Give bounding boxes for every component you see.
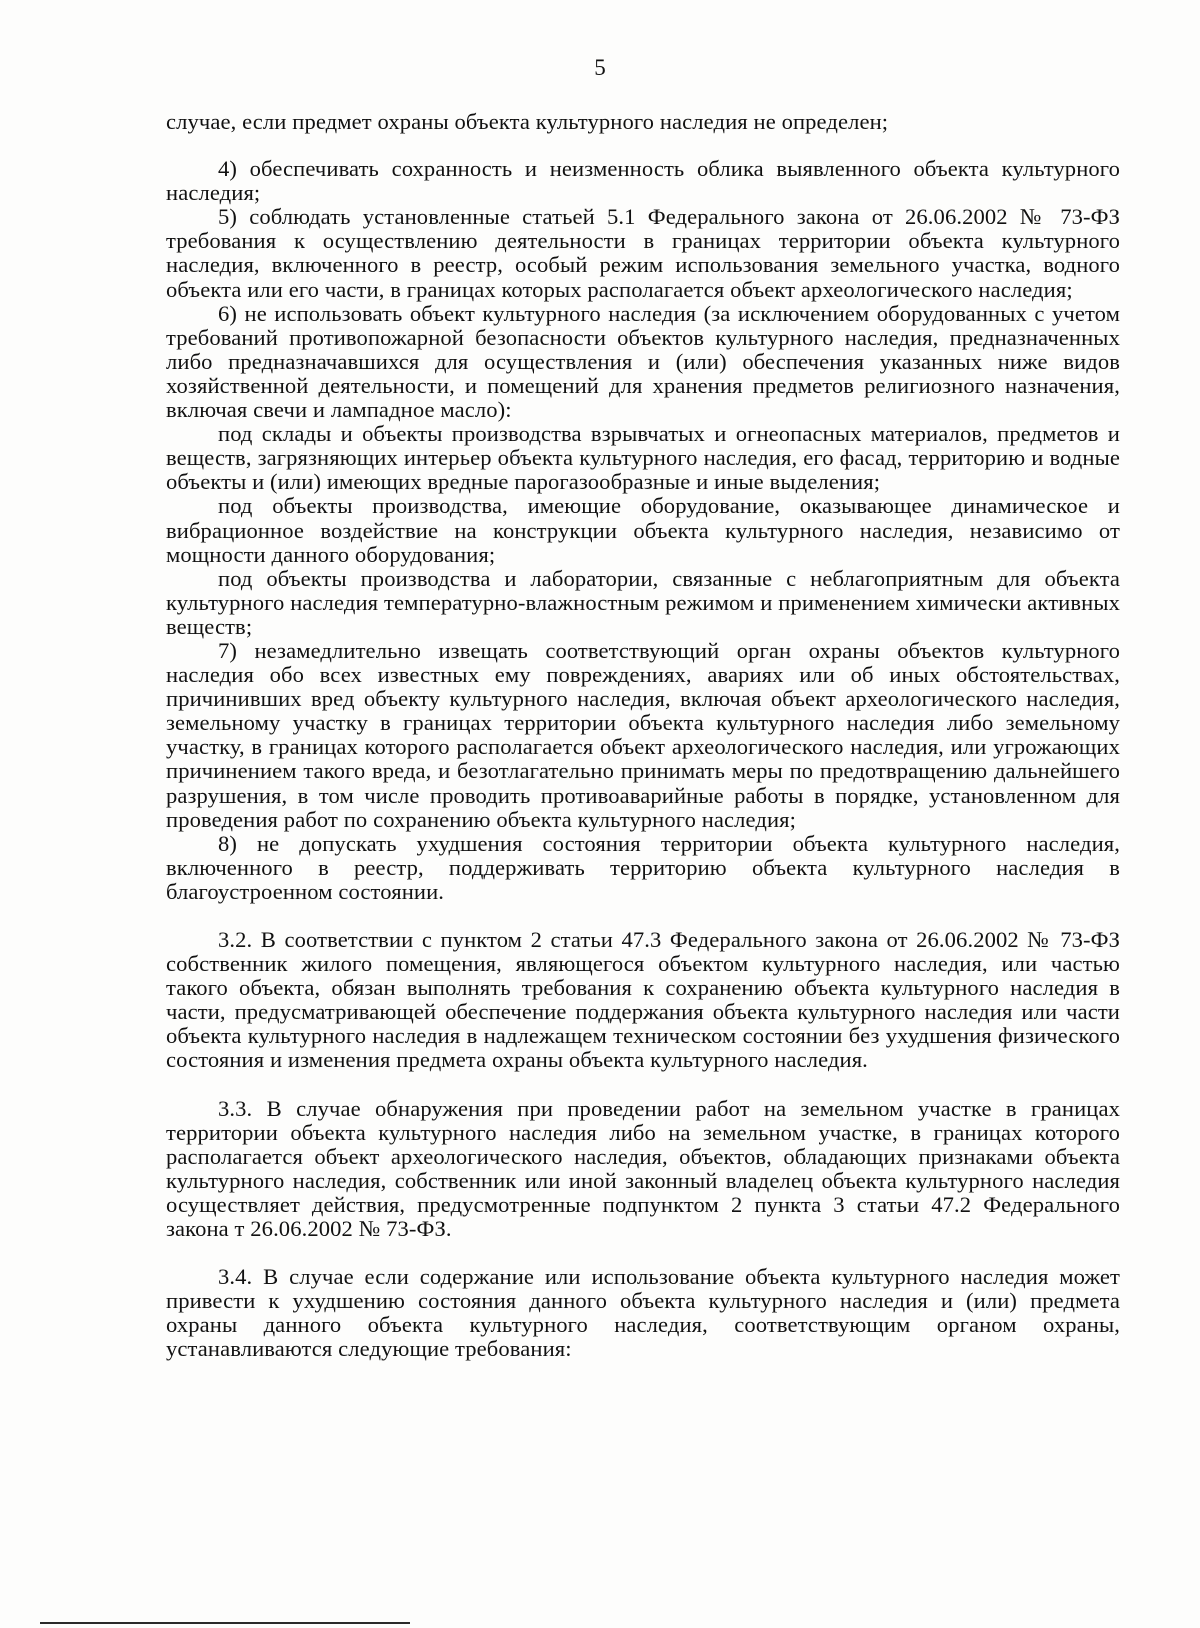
paragraph-item-7: 7) незамедлительно извещать соответствующий орган охраны объектов культурного наследия обо всех известных ему повреждениях, авариях или об иных обстоятельствах, причинивших вред объекту культурного наследия, включая объект археологического наследия, земельному участку в границах территории объекта культурного наследия либо земельному участку, в границах которого располагается объект археологического наследия, или угрожающих причинением такого вреда, и безотлагательно принимать меры по предотвращению дальнейшего разрушения, в том числе проводить противоаварийные работы в порядке, установленном для проведения работ по сохранению объекта культурного наследия; <box>166 637 1120 832</box>
paragraph-item-6-production: под объекты производства, имеющие оборудование, оказывающее динамическое и вибрационное воздействие на конструкции объекта культурного наследия, независимо от мощности данного оборудования; <box>166 493 1120 567</box>
paragraph-section-3-2: 3.2. В соответствии с пунктом 2 статьи 47.3 Федерального закона от 26.06.2002 № 73-ФЗ собственник жилого помещения, являющегося объектом культурного наследия, или частью такого объекта, обязан выполнять требования к сохранению объекта культурного наследия в части, предусматривающей обеспечение поддержания объекта культурного наследия или части объекта культурного наследия в надлежащем техническом состоянии без ухудшения физического состояния и изменения предмета охраны объекта культурного наследия. <box>166 927 1120 1073</box>
paragraph-section-3-3: 3.3. В случае обнаружения при проведении работ на земельном участке в границах территории объекта культурного наследия либо на земельном участке, в границах которого располагается объект археологического наследия, объектов, обладающих признаками объекта культурного наследия, собственник или иной законный владелец объекта культурного наследия осуществляет действия, предусмотренные подпунктом 2 пункта 3 статьи 47.2 Федерального закона т 26.06.2002 № 73-ФЗ. <box>166 1095 1120 1242</box>
document-body <box>166 110 1120 1362</box>
paragraph-continuation: случае, если предмет охраны объекта культурного наследия не определен; <box>166 109 889 134</box>
paragraph-item-6: 6) не использовать объект культурного наследия (за исключением оборудованных с учетом требований противопожарной безопасности объектов культурного наследия, предназначенных либо предназначавшихся для осуществления и (или) обеспечения указанных ниже видов хозяйственной деятельности, и помещений для хранения предметов религиозного назначения, включая свечи и лампадное масло): <box>166 300 1120 423</box>
paragraph-item-8: 8) не допускать ухудшения состояния территории объекта культурного наследия, включенного в реестр, поддерживать территорию объекта культурного наследия в благоустроенном состоянии. <box>166 830 1120 904</box>
paragraph-section-3-4: 3.4. В случае если содержание или использование объекта культурного наследия может привести к ухудшению состояния данного объекта культурного наследия и (или) предмета охраны данного объекта культурного наследия, соответствующим органом охраны, устанавливаются следующие требования: <box>166 1264 1120 1362</box>
paragraph-item-6-laboratories: под объекты производства и лаборатории, связанные с неблагоприятным для объекта культурного наследия температурно-влажностным режимом и применением химически активных веществ; <box>166 565 1120 639</box>
paragraph-item-6-warehouses: под склады и объекты производства взрывчатых и огнеопасных материалов, предметов и веществ, загрязняющих интерьер объекта культурного наследия, его фасад, территорию и водные объекты и (или) имеющих вредные парогазообразные и иные выделения; <box>166 421 1120 495</box>
paragraph-item-5: 5) соблюдать установленные статьей 5.1 Федерального закона от 26.06.2002 № 73-ФЗ требования к осуществлению деятельности в границах территории объекта культурного наследия, включенного в реестр, особый режим использования земельного участка, водного объекта или его части, в границах которых располагается объект археологического наследия; <box>166 204 1120 302</box>
page-number: 5 <box>594 55 606 80</box>
paragraph-item-4: 4) обеспечивать сохранность и неизменность облика выявленного объекта культурного наследия; <box>166 156 1120 206</box>
footnote-divider <box>40 1622 410 1624</box>
